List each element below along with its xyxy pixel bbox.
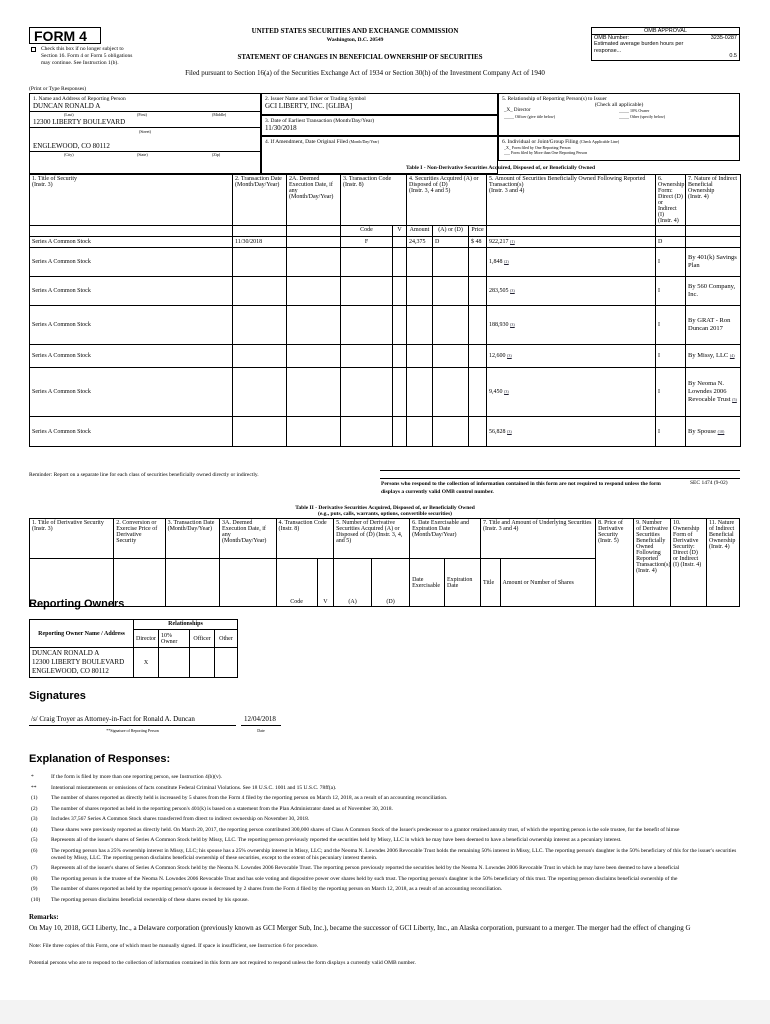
nature-cell — [686, 277, 741, 306]
t2-h8: 8. Price of Derivative Security (Instr. 5) — [596, 519, 634, 607]
t2-h1: 1. Title of Derivative Security (Instr. 3) — [30, 519, 114, 559]
relationships-header: Relationships — [134, 620, 238, 630]
reporting-street: 12300 LIBERTY BOULEVARD — [33, 118, 126, 126]
middle-label: (Middle) — [212, 112, 227, 117]
price — [469, 368, 487, 417]
t2-sub-a: (A) — [334, 559, 372, 607]
filing-one: _X_ Form filed by One Reporting Person — [504, 145, 571, 150]
explanation-text: The number of shares reported as held in the reporting person's 401(k) is based on a statement from the Plan Administrator dated as of November 30, 2018. — [51, 805, 393, 812]
owned-cell — [487, 277, 656, 306]
nature-footnote-link[interactable]: (10) — [717, 428, 725, 434]
nature-text: By Neoma N. Lowndes 2006 Revocable Trust — [688, 380, 731, 403]
no-longer-subject — [31, 46, 139, 67]
t2-sub-amount: Amount or Number of Shares — [500, 559, 596, 607]
amount — [407, 368, 433, 417]
t2-h9: 9. Number of Derivative Securities Beneficially Owned Following Reported Transaction(s) (Instr. 4) — [634, 519, 671, 607]
remarks-heading: Remarks: — [29, 913, 59, 921]
footnote-link[interactable]: (3) — [510, 288, 515, 293]
security-title: Series A Common Stock — [30, 237, 233, 248]
no-longer-subject-checkbox[interactable] — [31, 47, 36, 52]
nature-text: By Spouse — [688, 427, 717, 435]
explanation-mark: (8) — [31, 875, 38, 882]
transaction-date — [233, 345, 287, 368]
box-5-sub: (Check all applicable) — [594, 102, 644, 108]
price — [469, 417, 487, 447]
t2-h5: 5. Number of Derivative Securities Acquired (A) or Disposed of (D) (Instr. 3, 4, and 5) — [334, 519, 410, 559]
ownership-form: I — [656, 248, 686, 277]
security-title: Series A Common Stock — [30, 248, 233, 277]
box-2 — [261, 93, 498, 115]
explanation-item — [29, 848, 742, 862]
remarks-text: On May 10, 2018, GCI Liberty, Inc., a Delaware corporation (previously known as GCI Merger Sub, Inc.), became the successor of GCI Liberty, Inc., an Alaska corporation, pursuant to a merger. The merger had the effect of changing G — [29, 924, 691, 932]
ownership-form: I — [656, 417, 686, 447]
no-longer-subject-text: Check this box if no longer subject to Section 16. Form 4 or Form 5 obligations may continue. See Instruction 1(b). — [41, 46, 133, 66]
t2-h6: 6. Date Exercisable and Expiration Date (Month/Day/Year) — [410, 519, 481, 559]
transaction-date — [233, 248, 287, 277]
rel-director: _X_ Director — [504, 108, 531, 113]
nature-cell — [686, 345, 741, 368]
explanation-mark: (3) — [31, 816, 38, 822]
explanation-item — [29, 806, 742, 813]
explanation-mark: (2) — [31, 805, 38, 812]
street-label: (Street) — [30, 127, 260, 142]
footnote-link[interactable]: (1) — [510, 239, 515, 244]
explanation-heading: Explanation of Responses: — [29, 753, 171, 765]
rel-officer: _____ Officer (give title below) — [504, 114, 556, 119]
t2-h11: 11. Nature of Indirect Beneficial Ownership (Instr. 4) — [707, 519, 740, 607]
table2 — [29, 518, 740, 607]
omb-approval-box — [591, 27, 740, 61]
owner-addr2: ENGLEWOOD, CO 80112 — [32, 667, 109, 675]
signatures-heading: Signatures — [29, 690, 86, 702]
nature-footnote-link[interactable]: (4) — [729, 353, 735, 358]
explanation-text: The reporting person disclaims beneficial ownership of these shares owned by his spouse. — [51, 896, 249, 903]
owned-amount: 56,828 — [489, 428, 506, 435]
owned-amount: 1,848 — [489, 259, 503, 265]
box-2-label: 2. Issuer Name and Ticker or Trading Symbol — [265, 96, 366, 102]
reporting-owners-heading: Reporting Owners — [29, 598, 125, 610]
owned-cell — [487, 368, 656, 417]
explanation-text: Represents all of the issuer's shares of Series A Common Stock held by the Neoma N. Lowndes 2006 Revocable Trust. The reporting person previously reported the securities held by the Neoma N. Lowndes 2006 Revocable Trust in which he may have been deemed to have a beneficial — [51, 865, 680, 871]
box-5-label: 5. Relationship of Reporting Person(s) to Issuer — [502, 96, 607, 102]
box-6-label: 6. Individual or Joint/Group Filing — [502, 139, 579, 145]
ownership-form: D — [656, 237, 686, 248]
issuer-name: GCI LIBERTY, INC. [GLIBA] — [265, 102, 353, 110]
explanation-text: The number of shares reported as directly held is increased by 5 shares from the Form 4 filed by the reporting person on March 12, 2018, as a result of an accounting reconciliation. — [51, 795, 448, 801]
zip-label: (Zip) — [212, 152, 221, 157]
transaction-date: 11/30/2018 — [233, 237, 287, 248]
t2-h3: 3. Transaction Date (Month/Day/Year) — [165, 519, 219, 559]
director-header: Director — [134, 630, 159, 648]
transaction-code — [341, 248, 393, 277]
transaction-date — [233, 368, 287, 417]
persons-notice: Persons who respond to the collection of information contained in this form are not required to respond unless the form displays a currently valid OMB control number. — [381, 481, 661, 495]
owner-name-header: Reporting Owner Name / Address — [30, 620, 134, 648]
amount — [407, 345, 433, 368]
t1-sub-ad: (A) or (D) — [433, 226, 469, 237]
reporting-city-state-zip: ENGLEWOOD, CO 80112 — [33, 142, 110, 150]
table2-subtitle: (e.g., puts, calls, warrants, options, convertible securities) — [318, 511, 452, 517]
nature-footnote-link[interactable]: (5) — [732, 397, 737, 402]
form-title: FORM 4 — [34, 28, 87, 44]
state-label: (State) — [137, 152, 148, 157]
explanation-mark: (4) — [31, 826, 38, 833]
explanation-text: The reporting person has a 25% ownership interest in Missy, LLC; his spouse has a 25% ownership interest in Missy, LLC; and the Neoma N. Lowndes 2006 Revocable Trust holds the remaining 50% interest in Missy, LLC. The reporting person's daughter is the 50% beneficiary of this for the issuer's securities owned by Missy, LLC. The reporting person disclaims beneficial ownership of these securities, except to the extent of his pecuniary interest therein. — [51, 847, 737, 861]
explanation-item — [29, 837, 742, 844]
box-1 — [29, 93, 261, 174]
amount: 24,375 — [407, 237, 433, 248]
transaction-code — [341, 368, 393, 417]
t1-h2a: 2A. Deemed Execution Date, if any (Month/Day/Year) — [287, 175, 341, 226]
other-header: Other — [215, 630, 238, 648]
transaction-code — [341, 306, 393, 345]
explanation-mark: (10) — [31, 896, 41, 903]
owners-table — [29, 619, 237, 678]
table-row — [30, 417, 741, 447]
acquired-disposed — [433, 306, 469, 345]
omb-number: 3235-0287 — [710, 35, 737, 41]
footnote-link[interactable]: (3) — [504, 389, 509, 394]
table-row — [30, 368, 741, 417]
explanation-text: These shares were previously reported as directly held. On March 20, 2017, the reporting person contributed 300,000 shares of Class A Common Stock of the Issuer's predecessor to a grantor retained annuity trust, of which the reporting person is the sole trustee, for the benefit of himse — [51, 826, 680, 833]
nature-cell — [686, 237, 741, 248]
explanation-text: The number of shares reported as held by the reporting person's spouse is decreased by 2 shares from the Form 4 filed by the reporting person on March 12, 2018, as a result of an accounting reconciliation. — [51, 886, 503, 892]
footnote-link[interactable]: (3) — [507, 428, 512, 434]
ownership-form: I — [656, 306, 686, 345]
footer-potential: Potential persons who are to respond to the collection of information contained in this form are not required to respond unless the form displays a currently valid OMB number. — [29, 960, 416, 966]
security-title: Series A Common Stock — [30, 277, 233, 306]
nature-text: By 560 Company, Inc. — [688, 283, 736, 298]
explanation-list — [29, 774, 742, 907]
acquired-disposed — [433, 248, 469, 277]
t2-sub-date-exercisable: Date Exercisable — [410, 559, 445, 607]
explanation-mark: (6) — [31, 847, 38, 854]
t2-sub-v: V — [317, 559, 333, 607]
explanation-item — [29, 795, 742, 802]
security-title: Series A Common Stock — [30, 306, 233, 345]
t2-sub-code: Code — [276, 559, 317, 607]
t1-sub-code: Code — [341, 226, 393, 237]
owned-amount: 12,600 — [489, 353, 506, 359]
explanation-mark: (5) — [31, 837, 38, 843]
acquired-disposed — [433, 368, 469, 417]
transaction-code: F — [341, 237, 393, 248]
first-label: (First) — [137, 112, 147, 117]
acquired-disposed: D — [433, 237, 469, 248]
explanation-item — [29, 774, 742, 781]
box-5 — [498, 93, 740, 136]
t1-h5: 5. Amount of Securities Beneficially Owned Following Reported Transaction(s) (Instr. 3 and 4) — [487, 175, 656, 226]
officer-header: Officer — [190, 630, 215, 648]
acquired-disposed — [433, 417, 469, 447]
table-row — [30, 306, 741, 345]
table-row — [30, 237, 741, 248]
explanation-mark: (1) — [31, 795, 38, 801]
explanation-item — [29, 876, 742, 883]
date-label: Date — [257, 728, 265, 733]
owner-cell — [30, 648, 134, 678]
ownership-form: I — [656, 345, 686, 368]
t1-h3: 3. Transaction Code (Instr. 8) — [341, 175, 407, 226]
nature-text: By GRAT - Ron Duncan 2017 — [688, 317, 731, 332]
t1-sub-amount: Amount — [407, 226, 433, 237]
explanation-mark: * — [31, 774, 34, 780]
director-mark: X — [134, 648, 159, 678]
table-row — [30, 248, 741, 277]
transaction-code — [341, 345, 393, 368]
city-label: (City) — [64, 152, 74, 157]
t1-h6: 6. Ownership Form: Direct (D) or Indirect (I) (Instr. 4) — [656, 175, 686, 226]
transaction-code — [341, 417, 393, 447]
earliest-date: 11/30/2018 — [265, 124, 297, 132]
explanation-text: Includes 37,567 Series A Common Stock shares transferred from direct to indirect ownership on November 30, 2018. — [51, 816, 310, 822]
omb-approval-title: OMB APPROVAL — [592, 28, 739, 35]
t1-h4: 4. Securities Acquired (A) or Disposed of (D) (Instr. 3, 4 and 5) — [407, 175, 487, 226]
nature-cell — [686, 248, 741, 277]
page-bottom-band — [0, 1000, 770, 1024]
omb-number-label: OMB Number: — [594, 35, 630, 41]
box-4-label: 4. If Amendment, Date Original Filed — [265, 139, 348, 145]
rel-other: _____ Other (specify below) — [619, 114, 666, 119]
amount — [407, 277, 433, 306]
owned-amount: 188,930 — [489, 322, 509, 328]
explanation-text: Represents all of the issuer's shares of Series A Common Stock held by Missy, LLC. The reporting person previously reported the securities held by Missy, LLC in which he may have been deemed to have a beneficial ownership interest as a pecuniary interest. — [51, 837, 622, 843]
box-6 — [498, 136, 740, 161]
amount — [407, 306, 433, 345]
transaction-date — [233, 417, 287, 447]
transaction-date — [233, 306, 287, 345]
price — [469, 345, 487, 368]
box-6-sub: (Check Applicable Line) — [579, 139, 620, 144]
signature-date: 12/04/2018 — [244, 715, 276, 723]
explanation-mark: ** — [31, 784, 37, 791]
explanation-item — [29, 827, 742, 834]
signer: /s/ Craig Troyer as Attorney-in-Fact for Ronald A. Duncan — [31, 715, 195, 723]
t1-h1: 1. Title of Security (Instr. 3) — [30, 175, 233, 226]
explanation-mark: (7) — [31, 865, 38, 871]
reminder-rule — [380, 470, 740, 471]
amount — [407, 248, 433, 277]
signature-label: **Signature of Reporting Person — [106, 728, 159, 733]
t2-sub-d: (D) — [372, 559, 410, 607]
footnote-link[interactable]: (3) — [507, 353, 512, 358]
nature-cell — [686, 306, 741, 345]
security-title: Series A Common Stock — [30, 417, 233, 447]
price — [469, 277, 487, 306]
nature-text: By Missy, LLC — [688, 352, 729, 359]
price: $ 48 — [469, 237, 487, 248]
footer-note: Note: File three copies of this Form, one of which must be manually signed. If space is insufficient, see Instruction 6 for procedure. — [29, 943, 319, 949]
signature-line — [29, 725, 236, 726]
explanation-item — [29, 785, 742, 792]
t1-h7: 7. Nature of Indirect Beneficial Ownership (Instr. 4) — [686, 175, 741, 226]
t1-sub-v: V — [393, 226, 407, 237]
table-row — [30, 345, 741, 368]
notice-rule — [380, 478, 740, 479]
ten-pct-owner-header: 10% Owner — [159, 630, 190, 648]
table-row — [30, 277, 741, 306]
explanation-item — [29, 897, 742, 904]
rel-owner: _____ 10% Owner — [619, 108, 650, 113]
agency-city: Washington, D.C. 20549 — [326, 37, 384, 43]
t2-h4: 4. Transaction Code (Instr. 8) — [276, 519, 334, 559]
owned-cell — [487, 417, 656, 447]
table1 — [29, 174, 740, 447]
t2-h10: 10. Ownership Form of Derivative Security: Direct (D) or Indirect (I) (Instr. 4) — [671, 519, 707, 607]
date-line — [241, 725, 281, 726]
sec-code: SEC 1474 (9-02) — [690, 480, 728, 486]
explanation-text: Intentional misstatements or omissions of facts constitute Federal Criminal Violations. See 18 U.S.C. 1001 and 15 U.S.C. 78ff(a). — [51, 784, 337, 791]
t2-sub-title: Title — [480, 559, 500, 607]
table1-title: Table I - Non-Derivative Securities Acquired, Disposed of, or Beneficially Owned — [405, 165, 596, 171]
owner-name: DUNCAN RONALD A — [32, 649, 100, 657]
reminder: Reminder: Report on a separate line for each class of securities beneficially owned directly or indirectly. — [29, 472, 259, 478]
footnote-link[interactable]: (3) — [510, 322, 515, 327]
box-3 — [261, 115, 498, 136]
price — [469, 306, 487, 345]
security-title: Series A Common Stock — [30, 345, 233, 368]
filed-pursuant: Filed pursuant to Section 16(a) of the Securities Exchange Act of 1934 or Section 30(h) of the Investment Company Act of 1940 — [185, 69, 545, 77]
owned-cell — [487, 248, 656, 277]
owner-addr1: 12300 LIBERTY BOULEVARD — [32, 658, 125, 666]
reporting-name: DUNCAN RONALD A — [33, 102, 101, 110]
owned-cell — [487, 237, 656, 248]
table2-title: Table II - Derivative Securities Acquired, Disposed of, or Beneficially Owned — [295, 505, 475, 511]
filing-more: ___ Form filed by More than One Reporting Person — [504, 150, 588, 155]
owned-amount: 922,217 — [489, 239, 509, 245]
t2-h2: 2. Conversion or Exercise Price of Derivative Security — [114, 519, 165, 559]
acquired-disposed — [433, 345, 469, 368]
explanation-item — [29, 886, 742, 893]
t2-h3a: 3A. Deemed Execution Date, if any (Month/Day/Year) — [220, 519, 277, 559]
nature-cell — [686, 417, 741, 447]
nature-text: By 401(k) Savings Plan — [688, 254, 737, 269]
explanation-item — [29, 816, 742, 823]
print-label: (Print or Type Responses) — [29, 86, 87, 92]
form-title-box — [29, 27, 101, 44]
t2-sub-expiration: Expiration Date — [445, 559, 481, 607]
ownership-form: I — [656, 277, 686, 306]
agency-title: UNITED STATES SECURITIES AND EXCHANGE COMMISSION — [251, 27, 459, 35]
box-4-sub: (Month/Day/Year) — [349, 139, 379, 144]
box-1-label: 1. Name and Address of Reporting Person — [33, 96, 126, 102]
box-3-label: 3. Date of Earliest Transaction (Month/Day/Year) — [265, 118, 375, 124]
explanation-item — [29, 865, 742, 872]
nature-cell — [686, 368, 741, 417]
transaction-code — [341, 277, 393, 306]
explanation-text: If the form is filed by more than one reporting person, see Instruction 4(b)(v). — [51, 774, 222, 780]
owned-amount: 283,505 — [489, 288, 509, 294]
statement-title: STATEMENT OF CHANGES IN BENEFICIAL OWNERSHIP OF SECURITIES — [237, 53, 483, 61]
explanation-mark: (9) — [31, 886, 38, 892]
security-title: Series A Common Stock — [30, 368, 233, 417]
acquired-disposed — [433, 277, 469, 306]
amount — [407, 417, 433, 447]
transaction-date — [233, 277, 287, 306]
t1-h2: 2. Transaction Date (Month/Day/Year) — [233, 175, 287, 226]
explanation-text: The reporting person is the trustee of the Neoma N. Lowndes 2006 Revocable Trust and has sole voting and dispositive power over shares held by such trust. The reporting person's daughter is the 50% beneficiary of this trust. The reporting person disclaims beneficial ownership of the — [51, 875, 678, 882]
owned-cell — [487, 306, 656, 345]
t1-sub-price: Price — [469, 226, 487, 237]
owned-amount: 9,450 — [489, 389, 503, 395]
owned-cell — [487, 345, 656, 368]
footnote-link[interactable]: (2) — [504, 259, 509, 264]
ownership-form: I — [656, 368, 686, 417]
burden-value: 0.5 — [729, 53, 737, 59]
t2-h7: 7. Title and Amount of Underlying Securities (Instr. 3 and 4) — [480, 519, 595, 559]
burden-label: Estimated average burden hours per response... — [594, 41, 684, 54]
last-label: (Last) — [64, 112, 74, 117]
price — [469, 248, 487, 277]
